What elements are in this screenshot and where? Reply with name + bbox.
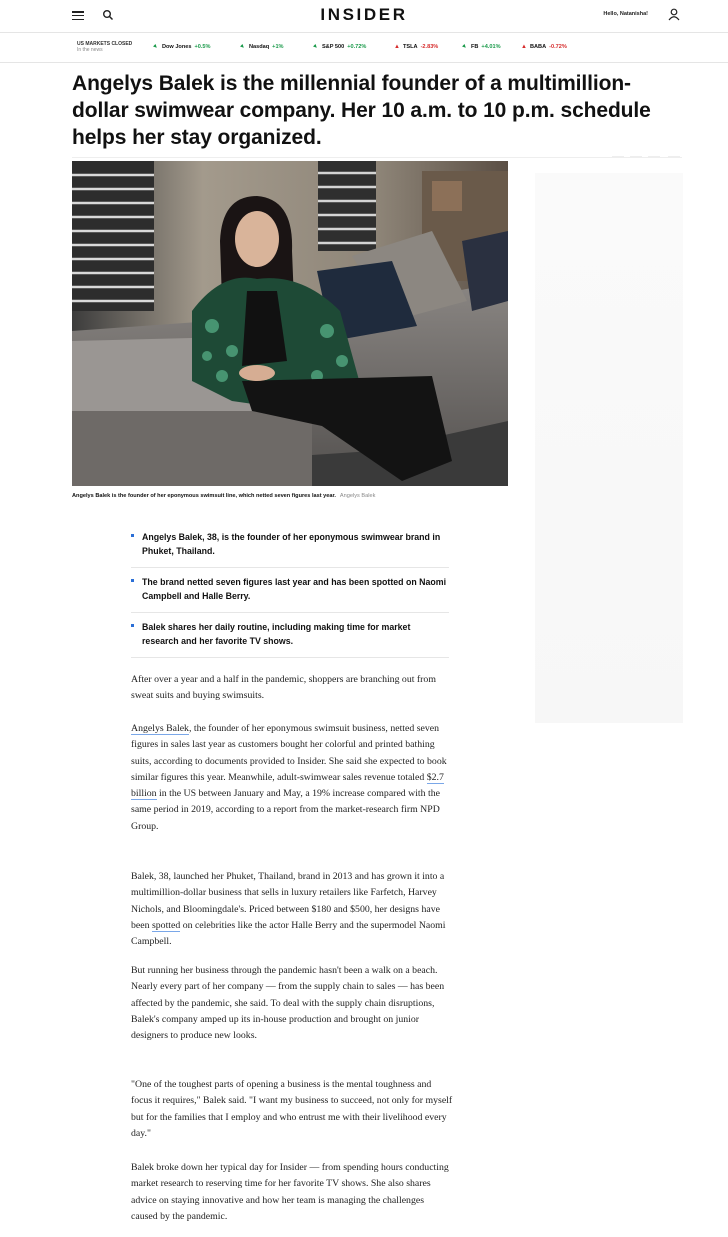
ticker-change: +4.01% [481, 44, 501, 50]
key-point-text: Angelys Balek, 38, is the founder of her eponymous swimwear brand in Phuket, Thailand. [142, 532, 441, 556]
bullet-marker [131, 579, 134, 582]
paragraph-text: on celebrities like the actor Halle Berry and the supermodel Naomi Campbell. [131, 919, 446, 948]
key-point-text: The brand netted seven figures last year and has been spotted on Naomi Campbell and Halle Berry. [142, 577, 447, 601]
article-paragraph [131, 869, 453, 950]
key-point-text: Balek shares her daily routine, including making time for market research and her favorite TV shows. [142, 622, 411, 646]
user-account-icon[interactable] [668, 8, 680, 21]
ad-label-dots [612, 156, 682, 159]
ticker-name: Nasdaq [248, 44, 270, 50]
key-point [131, 523, 449, 568]
photo-caption [72, 493, 375, 499]
ticker-change: -2.83% [420, 44, 439, 50]
article-paragraph: Balek broke down her typical day for Insider — from spending hours conducting market research to reserving time for her favorite TV shows. She also shares advice on staying innovative and how her team is managing the challenges caused by the pandemic. [131, 1162, 449, 1222]
arrow-down-icon: ▲ [521, 44, 527, 50]
arrow-up-icon: ▼ [460, 42, 470, 52]
markets-status-label: US MARKETS CLOSED [77, 41, 133, 47]
article-paragraph: "One of the toughest parts of opening a business is the mental toughness and focus it requires," Balek said. "I want my business to succeed, not only for myself but for the families that I employ and who entrust me with their livelihood every day." [131, 1079, 453, 1139]
arrow-up-icon: ▼ [151, 42, 161, 52]
article-headline: Angelys Balek is the millennial founder of a multimillion-dollar swimwear company. Her 10 a.m. to 10 p.m. schedule helps her stay organized. [72, 72, 651, 149]
divider [72, 157, 682, 158]
ticker-change: -0.72% [549, 44, 567, 50]
ticker-change: +0.5% [194, 44, 211, 50]
ticker-item[interactable] [153, 44, 211, 50]
insider-logo[interactable]: INSIDER [320, 5, 408, 24]
ticker-item[interactable] [240, 44, 284, 50]
search-icon[interactable] [102, 9, 114, 21]
arrow-down-icon: ▲ [394, 44, 400, 50]
markets-ticker [0, 33, 728, 63]
paragraph-text: in the US between January and May, a 19% increase compared with the same period in 2019, according to a report from the market-research firm NPD Group. [131, 788, 440, 832]
arrow-up-icon: ▼ [238, 42, 248, 52]
paragraph-text: Balek, 38, launched her Phuket, Thailand, brand in 2013 and has grown it into a multimillion-dollar business that sells in luxury retailers like Farfetch, Harvey Nichols, and Bloomingdale's. Priced between $180 and $500, her designs have been [131, 871, 445, 931]
markets-status [77, 41, 132, 53]
sidebar-ad-slot [535, 173, 683, 723]
ticker-change: +1% [272, 44, 284, 50]
sales-report-link[interactable]: $2.7 billion [131, 771, 444, 800]
greeting-text[interactable]: Hello, Natanisha! [603, 11, 648, 17]
window-blinds-right [318, 161, 376, 251]
site-header [0, 0, 728, 33]
article-paragraph: But running her business through the pandemic hasn't been a walk on a beach. Nearly every part of her company — from the supply chain to sales — has been affected by the pandemic, she said. To deal with the supply chain disruptions, Balek's company amped up its in-house production and brought on junior designers to produce new looks. [131, 965, 445, 1042]
photo-credit: Angelys Balek [339, 493, 376, 499]
ticker-item[interactable] [521, 44, 567, 50]
spotted-link[interactable]: spotted [151, 919, 181, 931]
bullet-marker [131, 534, 134, 537]
markets-status-sub: In the news [77, 47, 103, 53]
ticker-name: TSLA [402, 44, 418, 50]
key-point [131, 613, 449, 658]
window-blinds-left [72, 161, 154, 311]
paragraph-text: , the founder of her eponymous swimsuit business, netted seven figures in sales last year as customers bought her colorful and printed bathing suits, according to documents provided to Insider. She said she expected to book similar figures this year. Meanwhile, adult-swimwear sales revenue totaled [131, 723, 447, 783]
menu-icon[interactable] [72, 11, 84, 20]
ticker-name: BABA [529, 44, 547, 50]
hero-photo [72, 161, 508, 486]
author-link[interactable]: Angelys Balek [131, 723, 189, 734]
article-paragraph: After over a year and a half in the pandemic, shoppers are branching out from sweat suits and buying swimsuits. [131, 674, 436, 702]
ticker-change: +0.72% [347, 44, 367, 50]
caption-text: Angelys Balek is the founder of her eponymous swimsuit line, which netted seven figures last year. [72, 493, 336, 499]
ticker-name: S&P 500 [321, 44, 345, 50]
ticker-name: Dow Jones [161, 44, 192, 50]
key-point [131, 568, 449, 613]
arrow-up-icon: ▼ [311, 42, 321, 52]
ticker-item[interactable] [462, 44, 501, 50]
key-points-list [131, 523, 449, 658]
article-paragraph [131, 721, 453, 835]
ticker-item[interactable] [394, 44, 438, 50]
ticker-item[interactable] [313, 44, 366, 50]
bullet-marker [131, 624, 134, 627]
ticker-name: FB [470, 44, 479, 50]
